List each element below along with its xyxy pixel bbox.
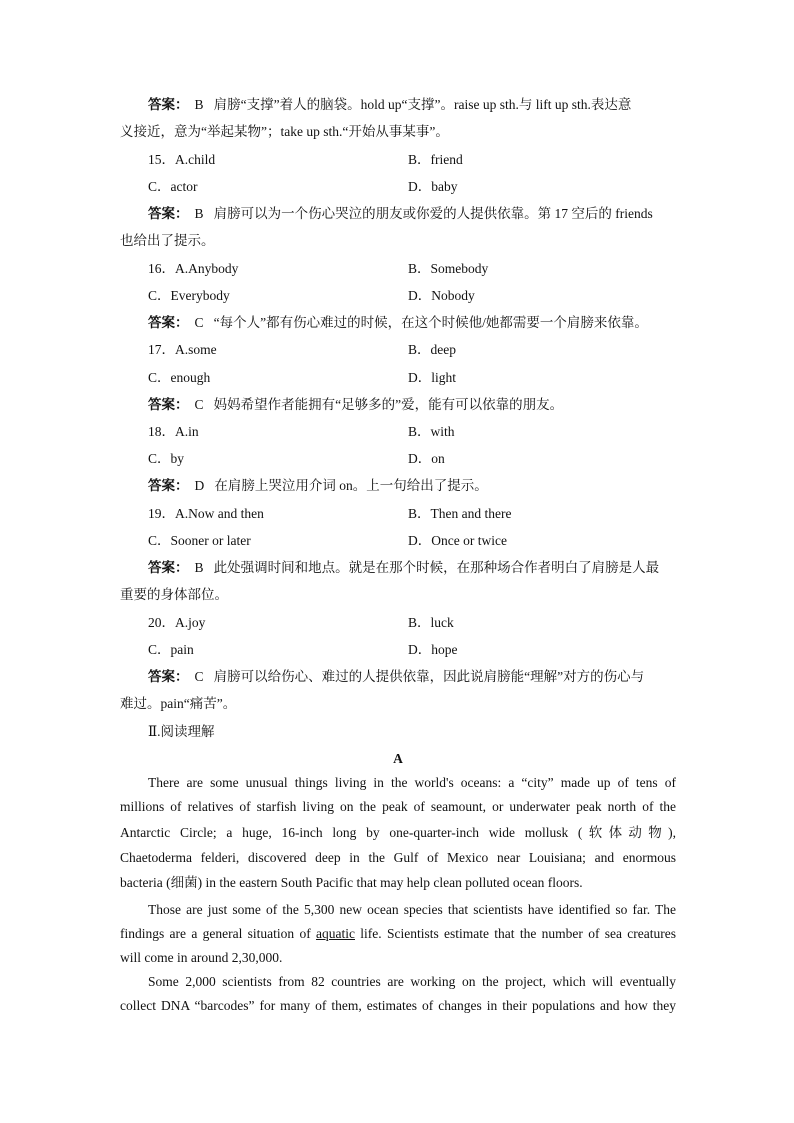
q17-option-b: B．deep bbox=[408, 342, 456, 357]
q20-option-b: B．luck bbox=[408, 615, 454, 630]
q19-option-d: D．Once or twice bbox=[408, 533, 507, 548]
section-heading: Ⅱ.阅读理解 bbox=[148, 724, 215, 739]
q17-option-d: D．light bbox=[408, 370, 457, 385]
q17-option-a: 17．A.some bbox=[148, 342, 217, 357]
q18-answer-line-1: 答案： D 在肩膀上哭泣用介词 on。上一句给出了提示。 bbox=[148, 478, 488, 493]
q15-option-b: B．friend bbox=[408, 152, 463, 167]
para1-line-1: There are some unusual things living in the world's oceans: a “city” made up of tens of bbox=[148, 775, 676, 790]
q16-answer-line-1: 答案： C “每个人”都有伤心难过的时候，在这个时候他/她都需要一个肩膀来依靠。 bbox=[148, 315, 648, 330]
q17-option-c: C．enough bbox=[148, 370, 211, 385]
q18-option-a: 18．A.in bbox=[148, 424, 199, 439]
q20-answer-line-1: 答案： C 肩膀可以给伤心、难过的人提供依靠，因此说肩膀能“理解”对方的伤心与 bbox=[148, 669, 645, 684]
para2-line-2: findings are a general situation of aquatic life. Scientists estimate that the number of sea creatures bbox=[120, 926, 676, 941]
q14-answer-line-1: 答案： B 肩膀“支撑”着人的脑袋。hold up“支撑”。raise up sth.与 lift up sth.表达意 bbox=[148, 97, 632, 112]
q14-answer-line-2: 义接近，意为“举起某物”；take up sth.“开始从事某事”。 bbox=[120, 124, 449, 139]
q19-option-c: C．Sooner or later bbox=[148, 533, 251, 548]
q19-option-a: 19．A.Now and then bbox=[148, 506, 264, 521]
q20-option-a: 20．A.joy bbox=[148, 615, 206, 630]
q15-option-a: 15．A.child bbox=[148, 152, 216, 167]
q18-option-b: B．with bbox=[408, 424, 455, 439]
para1-line-4: Chaetoderma felderi, discovered deep in the Gulf of Mexico near Louisiana; and enormous bbox=[120, 850, 676, 865]
q19-answer-line-1: 答案： B 此处强调时间和地点。就是在那个时候，在那种场合作者明白了肩膀是人最 bbox=[148, 560, 660, 575]
para3-line-2: collect DNA “barcodes” for many of them, estimates of changes in their populations and how they bbox=[120, 998, 676, 1013]
passage-title: A bbox=[393, 751, 403, 766]
q15-option-d: D．baby bbox=[408, 179, 458, 194]
para2-line-3: will come in around 2,30,000. bbox=[120, 950, 283, 965]
para1-line-5: bacteria (细菌) in the eastern South Pacific that may help clean polluted ocean floors. bbox=[120, 875, 583, 890]
q15-answer-line-1: 答案： B 肩膀可以为一个伤心哭泣的朋友或你爱的人提供依靠。第 17 空后的 friends bbox=[148, 206, 653, 221]
q15-option-c: C．actor bbox=[148, 179, 198, 194]
q16-option-c: C．Everybody bbox=[148, 288, 230, 303]
q18-option-d: D．on bbox=[408, 451, 445, 466]
para2-line-1: Those are just some of the 5,300 new ocean species that scientists have identified so far. The bbox=[148, 902, 676, 917]
q19-option-b: B．Then and there bbox=[408, 506, 512, 521]
q15-answer-line-2: 也给出了提示。 bbox=[120, 233, 215, 248]
q19-answer-line-2: 重要的身体部位。 bbox=[120, 587, 228, 602]
q18-option-c: C．by bbox=[148, 451, 185, 466]
para1-line-2: millions of relatives of starfish living on the peak of seamount, or underwater peak north of the bbox=[120, 799, 676, 814]
underlined-word-aquatic: aquatic bbox=[316, 926, 355, 941]
q20-option-c: C．pain bbox=[148, 642, 194, 657]
q16-option-d: D．Nobody bbox=[408, 288, 475, 303]
q17-answer-line-1: 答案： C 妈妈希望作者能拥有“足够多的”爱，能有可以依靠的朋友。 bbox=[148, 397, 564, 412]
para1-line-3: Antarctic Circle; a huge, 16-inch long by one-quarter-inch wide mollusk (软体动物), bbox=[120, 825, 676, 840]
q20-answer-line-2: 难过。pain“痛苦”。 bbox=[120, 696, 237, 711]
q20-option-d: D．hope bbox=[408, 642, 458, 657]
q16-option-a: 16．A.Anybody bbox=[148, 261, 239, 276]
q16-option-b: B．Somebody bbox=[408, 261, 489, 276]
para3-line-1: Some 2,000 scientists from 82 countries are working on the project, which will eventually bbox=[148, 974, 676, 989]
